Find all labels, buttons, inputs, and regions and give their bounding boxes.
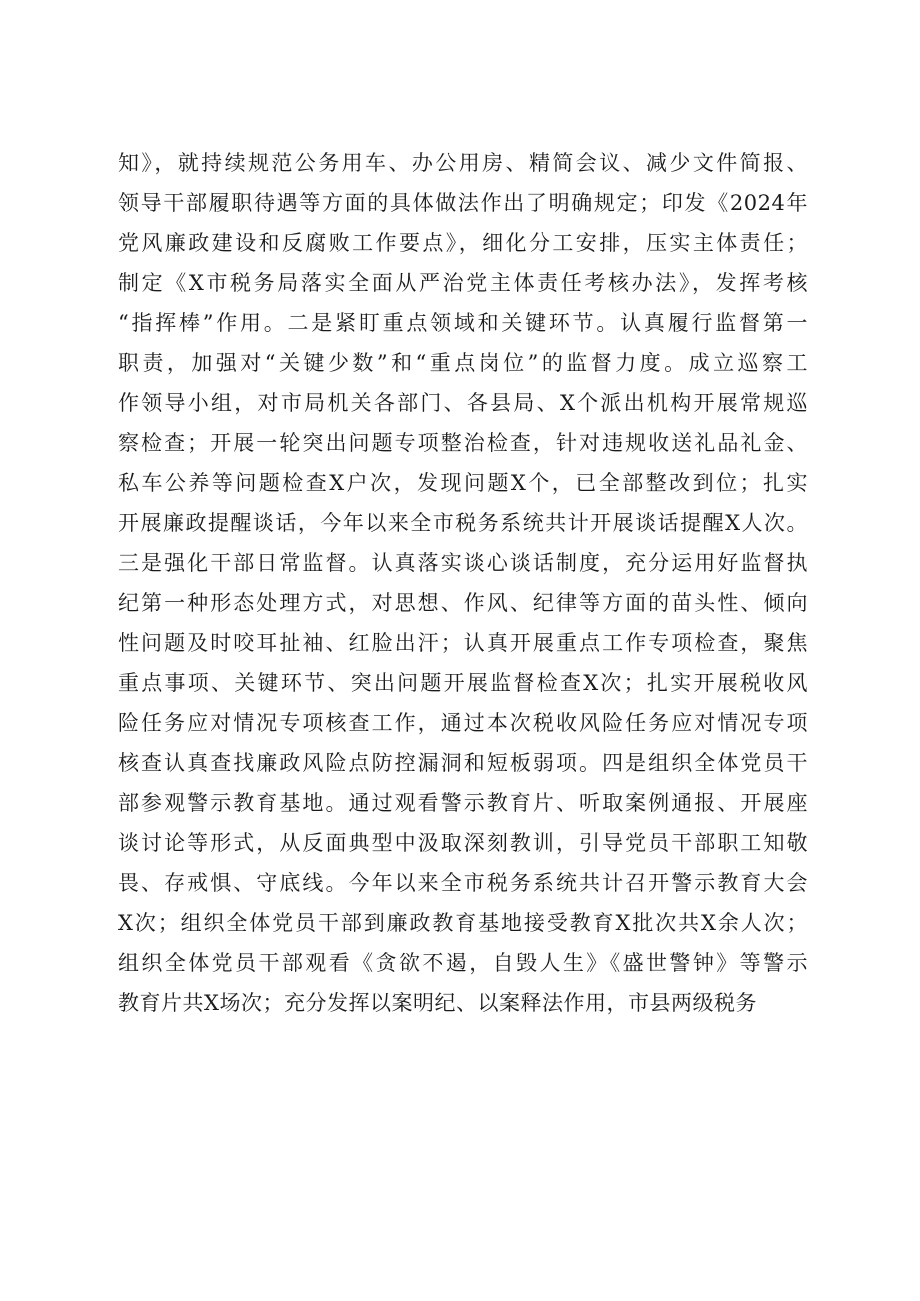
- text-line: 谈讨论等形式，从反面典型中汲取深刻教训，引导党员干部职工知敬: [118, 831, 808, 855]
- text-line: 制定《X市税务局落实全面从严治党主体责任考核办法》，发挥考核: [118, 271, 808, 295]
- text-line: 性问题及时咬耳扯袖、红脸出汗；认真开展重点工作专项检查，聚焦: [118, 631, 808, 655]
- text-line: 察检查；开展一轮突出问题专项整治检查，针对违规收送礼品礼金、: [118, 431, 808, 455]
- text-line: 领导干部履职待遇等方面的具体做法作出了明确规定；印发《2024年: [118, 191, 808, 215]
- text-line: 部参观警示教育基地。通过观看警示教育片、听取案例通报、开展座: [118, 791, 808, 815]
- text-line: 三是强化干部日常监督。认真落实谈心谈话制度，充分运用好监督执: [118, 551, 808, 575]
- text-line: 知》，就持续规范公务用车、办公用房、精简会议、减少文件简报、: [118, 151, 808, 175]
- text-line: 核查认真查找廉政风险点防控漏洞和短板弱项。四是组织全体党员干: [118, 751, 808, 775]
- text-line: 党风廉政建设和反腐败工作要点》，细化分工安排，压实主体责任；: [118, 231, 808, 255]
- text-line: 教育片共X场次；充分发挥以案明纪、以案释法作用，市县两级税务: [118, 991, 757, 1015]
- text-line: 重点事项、关键环节、突出问题开展监督检查X次；扎实开展税收风: [118, 671, 808, 695]
- text-line: X次；组织全体党员干部到廉政教育基地接受教育X批次共X余人次；: [118, 911, 808, 935]
- text-line: 职责，加强对“关键少数”和“重点岗位”的监督力度。成立巡察工: [118, 351, 808, 375]
- text-line: 作领导小组，对市局机关各部门、各县局、X个派出机构开展常规巡: [118, 391, 808, 415]
- text-line: 组织全体党员干部观看《贪欲不遏，自毁人生》《盛世警钟》等警示: [118, 951, 808, 975]
- body-text: [118, 143, 808, 1023]
- text-line: 纪第一种形态处理方式，对思想、作风、纪律等方面的苗头性、倾向: [118, 591, 808, 615]
- text-line: 开展廉政提醒谈话，今年以来全市税务系统共计开展谈话提醒X人次。: [118, 511, 808, 535]
- text-line: 私车公养等问题检查X户次，发现问题X个，已全部整改到位；扎实: [118, 471, 808, 495]
- text-line: 险任务应对情况专项核查工作，通过本次税收风险任务应对情况专项: [118, 711, 808, 735]
- text-line: “指挥棒”作用。二是紧盯重点领域和关键环节。认真履行监督第一: [118, 311, 808, 335]
- text-line: 畏、存戒惧、守底线。今年以来全市税务系统共计召开警示教育大会: [118, 871, 808, 895]
